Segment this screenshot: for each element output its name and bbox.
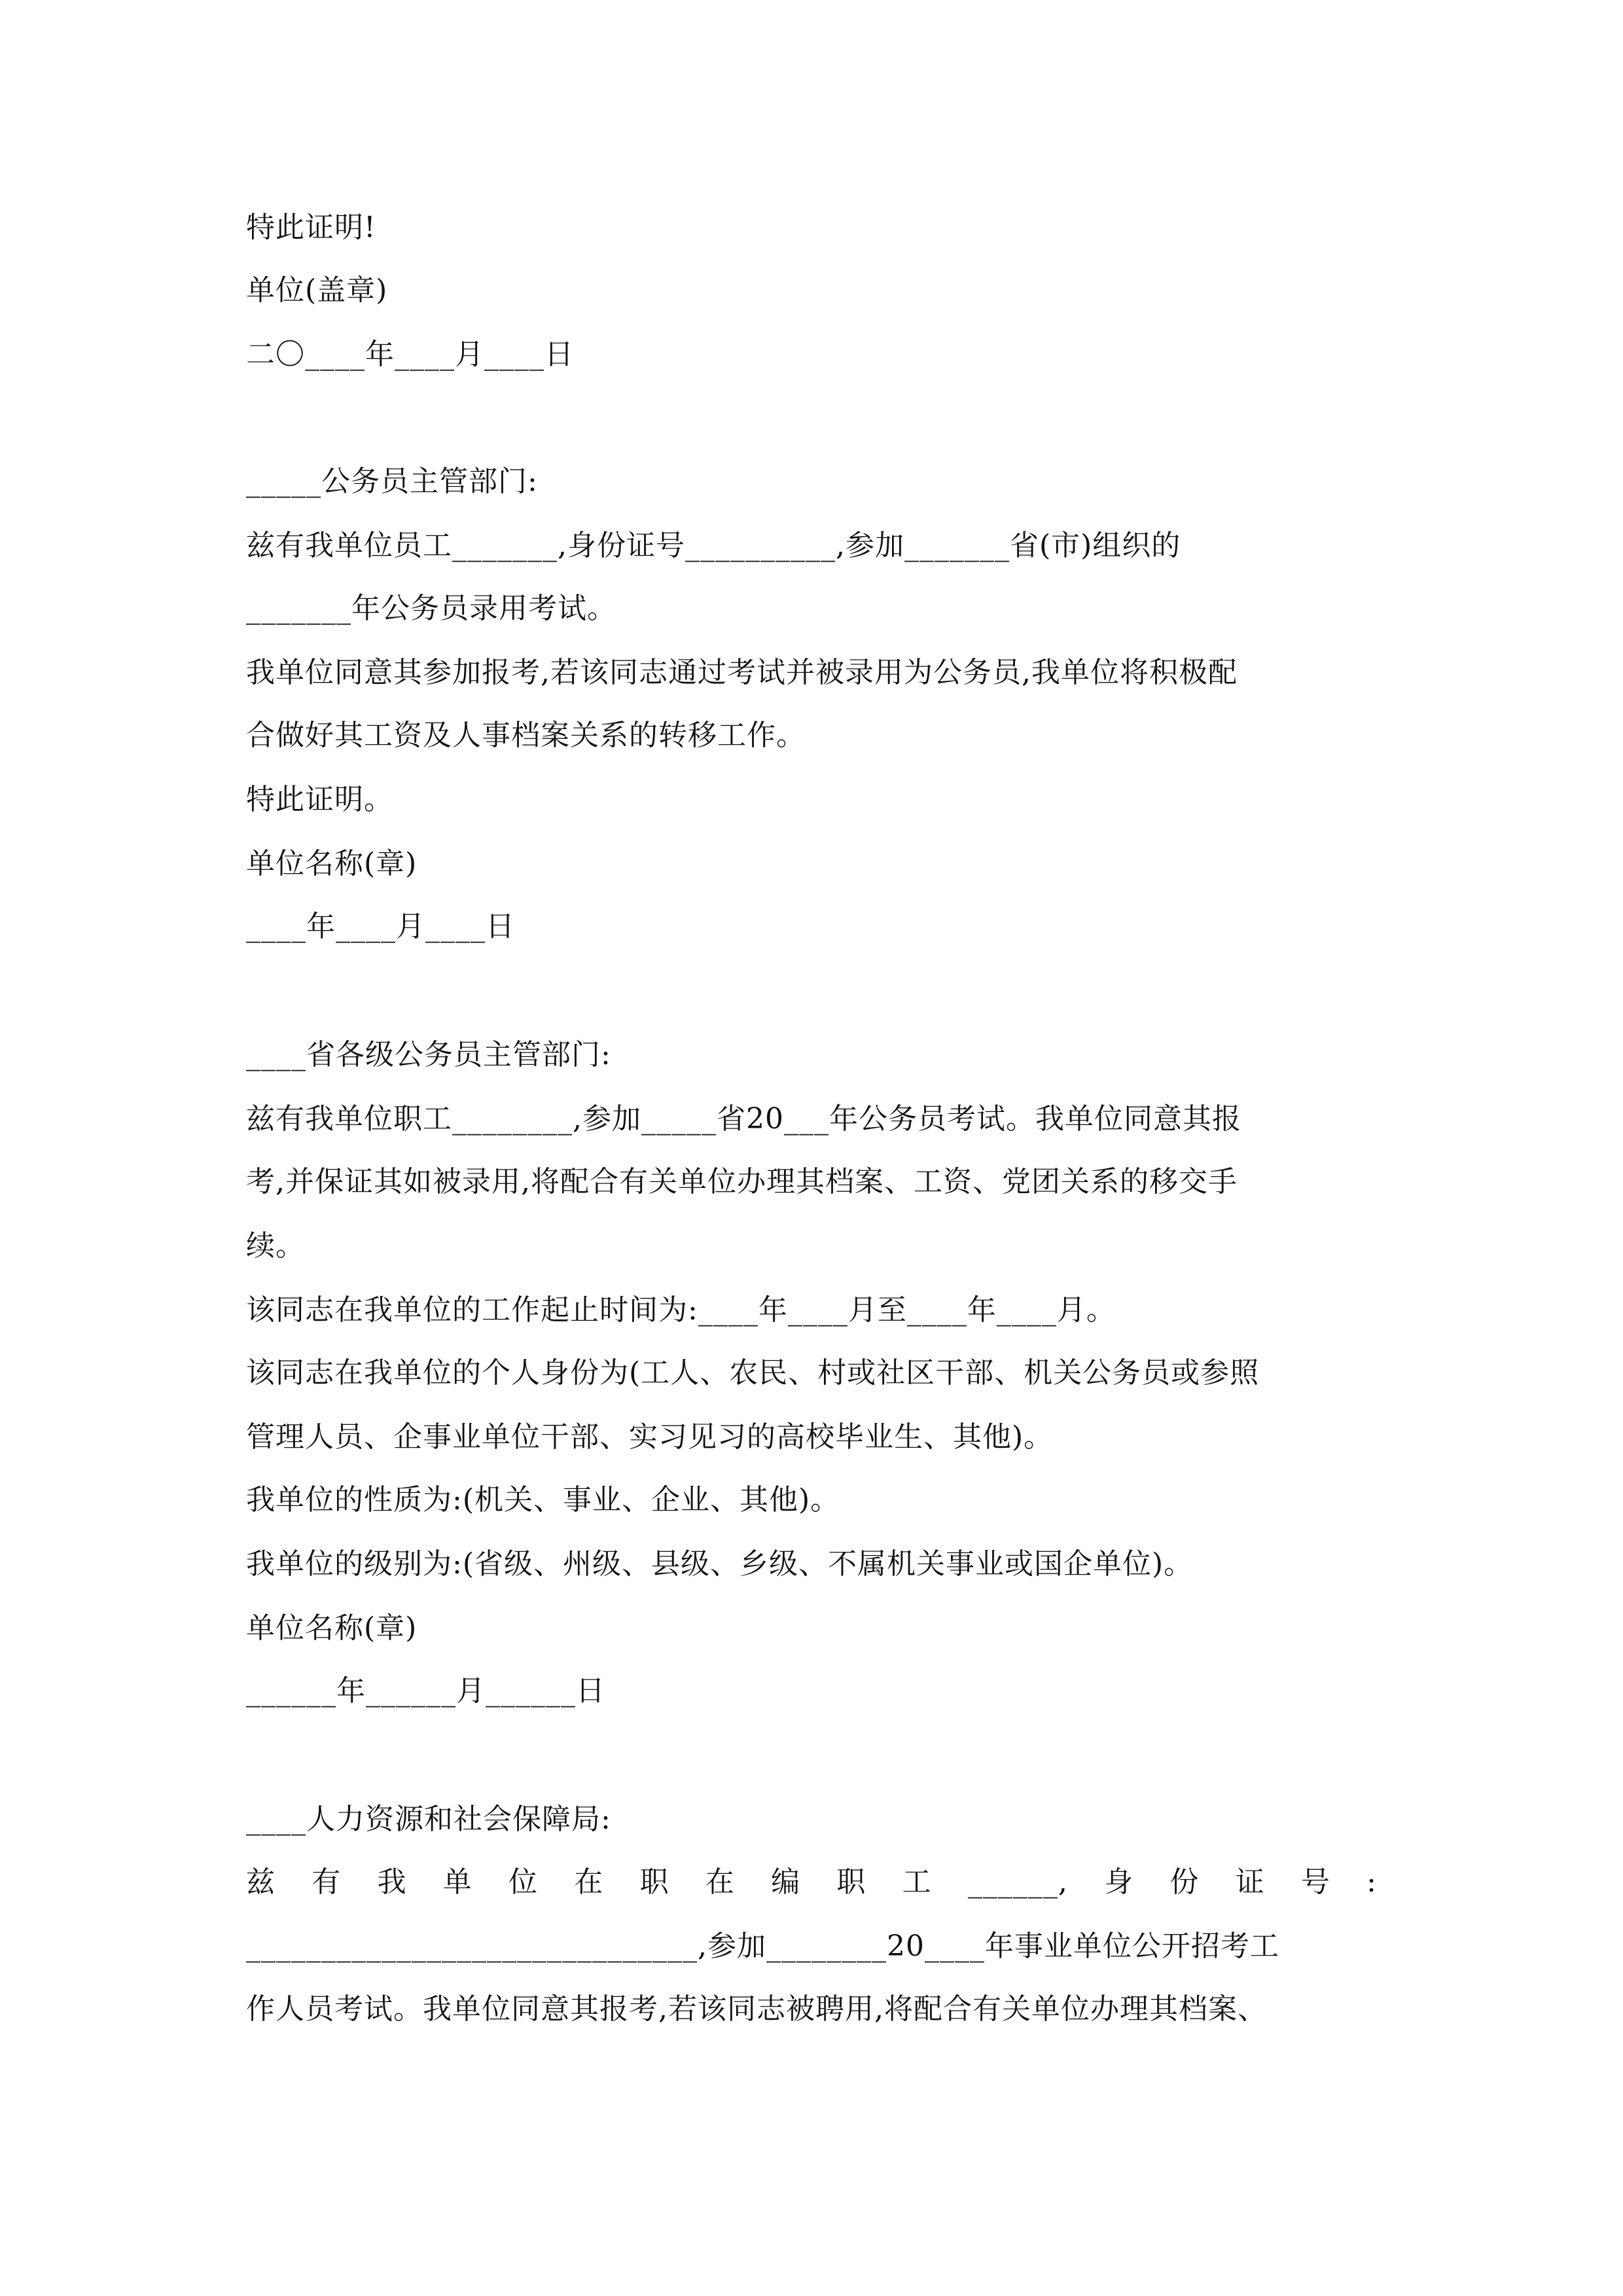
unit-seal-3: 单位名称(章) (246, 1611, 418, 1645)
body-line-3-8: 我单位的级别为:(省级、州级、县级、乡级、不属机关事业或国企单位)。 (246, 1547, 1194, 1581)
body-line-4-2: ______________________________,参加________20____年事业单位公开招考工 (246, 1929, 1279, 1963)
body-line-3-1: 兹有我单位职工________,参加_____省20___年公务员考试。我单位同意其报 (246, 1102, 1241, 1136)
date-line-2: ____年____月____日 (246, 910, 515, 943)
body-line-3-2: 考,并保证其如被录用,将配合有关单位办理其档案、工资、党团关系的移交手 (246, 1165, 1238, 1198)
addressee-2: _____公务员主管部门: (246, 465, 538, 498)
body-line-4-3: 作人员考试。我单位同意其报考,若该同志被聘用,将配合有关单位办理其档案、 (246, 1992, 1267, 2026)
unit-seal-2: 单位名称(章) (246, 847, 418, 880)
closing-certify-2: 特此证明。 (246, 783, 393, 816)
body-line-4-1: 兹有我单位在职在编职工______,身份证号: (246, 1865, 1377, 1899)
body-line-3-3: 续。 (246, 1229, 305, 1263)
body-line-2-3: 我单位同意其参加报考,若该同志通过考试并被录用为公务员,我单位将积极配 (246, 656, 1238, 689)
body-line-2-1: 兹有我单位员工_______,身份证号__________,参加_______省(市)组织的 (246, 529, 1181, 562)
body-line-3-6: 管理人员、企事业单位干部、实习见习的高校毕业生、其他)。 (246, 1420, 1054, 1454)
closing-certify-1: 特此证明! (246, 211, 376, 244)
body-line-2-4: 合做好其工资及人事档案关系的转移工作。 (246, 719, 806, 752)
unit-seal-1: 单位(盖章) (246, 274, 388, 307)
body-line-3-4: 该同志在我单位的工作起止时间为:____年____月至____年____月。 (246, 1293, 1116, 1327)
body-line-3-7: 我单位的性质为:(机关、事业、企业、其他)。 (246, 1483, 840, 1516)
date-line-1: 二〇____年____月____日 (246, 338, 574, 371)
addressee-4: ____人力资源和社会保障局: (246, 1803, 611, 1836)
addressee-3: ____省各级公务员主管部门: (246, 1038, 611, 1071)
date-line-3: ______年______月______日 (246, 1674, 605, 1708)
body-line-3-5: 该同志在我单位的个人身份为(工人、农民、村或社区干部、机关公务员或参照 (246, 1356, 1260, 1390)
body-line-2-2: _______年公务员录用考试。 (246, 592, 616, 625)
